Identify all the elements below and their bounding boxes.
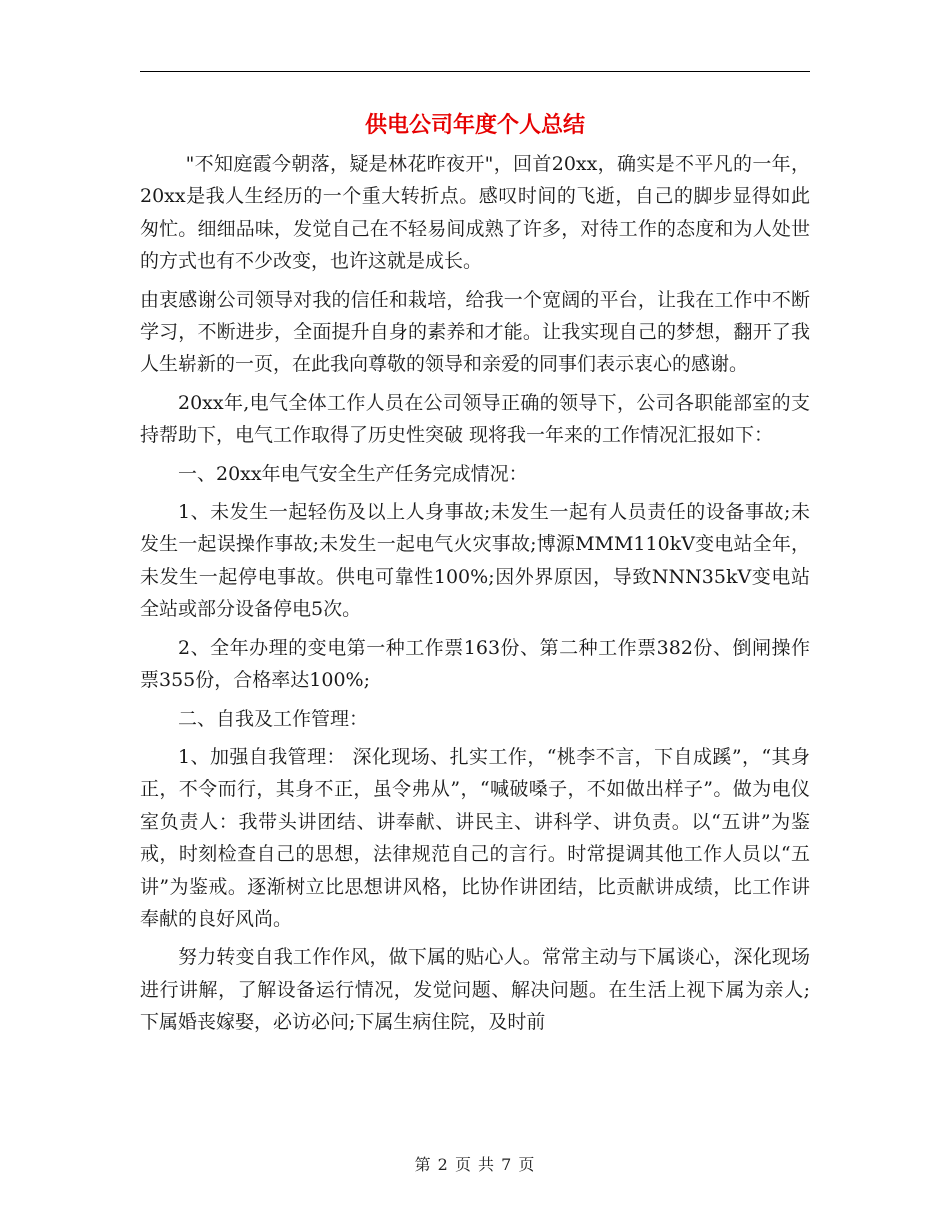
paragraph-7: 努力转变自我工作作风，做下属的贴心人。常常主动与下属谈心，深化现场进行讲解，了解设备运行情况，发觉问题、解决问题。在生活上视下属为亲人;下属婚丧嫁娶，必访必问;下属生病住院，及时前 bbox=[140, 946, 810, 1034]
paragraph-5: 2、全年办理的变电第一种工作票163份、第二种工作票382份、倒闸操作票355份，合格率达100%; bbox=[140, 636, 810, 692]
paragraph-3: 20xx年,电气全体工作人员在公司领导正确的领导下，公司各职能部室的支持帮助下，电气工作取得了历史性突破 现将我一年来的工作情况汇报如下： bbox=[140, 391, 810, 447]
paragraph-4: 1、未发生一起轻伤及以上人身事故;未发生一起有人员责任的设备事故;未发生一起误操作事故;未发生一起电气火灾事故;博源MMM110kV变电站全年，未发生一起停电事故。供电可靠性100%;因外界原因，导致NNN35kV变电站全站或部分设备停电5次。 bbox=[140, 501, 810, 621]
section-heading-1: 一、20xx年电气安全生产任务完成情况： bbox=[178, 462, 528, 485]
document-title: 供电公司年度个人总结 bbox=[364, 112, 585, 138]
header-rule bbox=[140, 71, 810, 72]
section-heading-2: 二、自我及工作管理： bbox=[178, 707, 369, 730]
document-body bbox=[140, 148, 810, 1039]
paragraph-2: 由衷感谢公司领导对我的信任和栽培，给我一个宽阔的平台，让我在工作中不断学习，不断进步，全面提升自身的素养和才能。让我实现自己的梦想，翻开了我人生崭新的一页，在此我向尊敬的领导和亲爱的同事们表示衷心的感谢。 bbox=[140, 288, 810, 376]
page-number: 第 2 页 共 7 页 bbox=[414, 1155, 536, 1174]
paragraph-6: 1、加强自我管理： 深化现场、扎实工作，“桃李不言，下自成蹊”，“其身正，不令而行，其身不正，虽令弗从”，“喊破嗓子，不如做出样子”。做为电仪室负责人：我带头讲团结、讲奉献、讲民主、讲科学、讲负责。以“五讲”为鉴戒，时刻检查自己的思想，法律规范自己的言行。时常提调其他工作人员以“五讲”为鉴戒。逐渐树立比思想讲风格，比协作讲团结，比贡献讲成绩，比工作讲奉献的良好风尚。 bbox=[140, 745, 810, 930]
paragraph-1: "不知庭霞今朝落，疑是林花昨夜开"，回首20xx，确实是不平凡的一年，20xx是我人生经历的一个重大转折点。感叹时间的飞逝，自己的脚步显得如此匆忙。细细品味，发觉自己在不轻易间成熟了许多，对待工作的态度和为人处世的方式也有不少改变，也许这就是成长。 bbox=[140, 153, 810, 273]
